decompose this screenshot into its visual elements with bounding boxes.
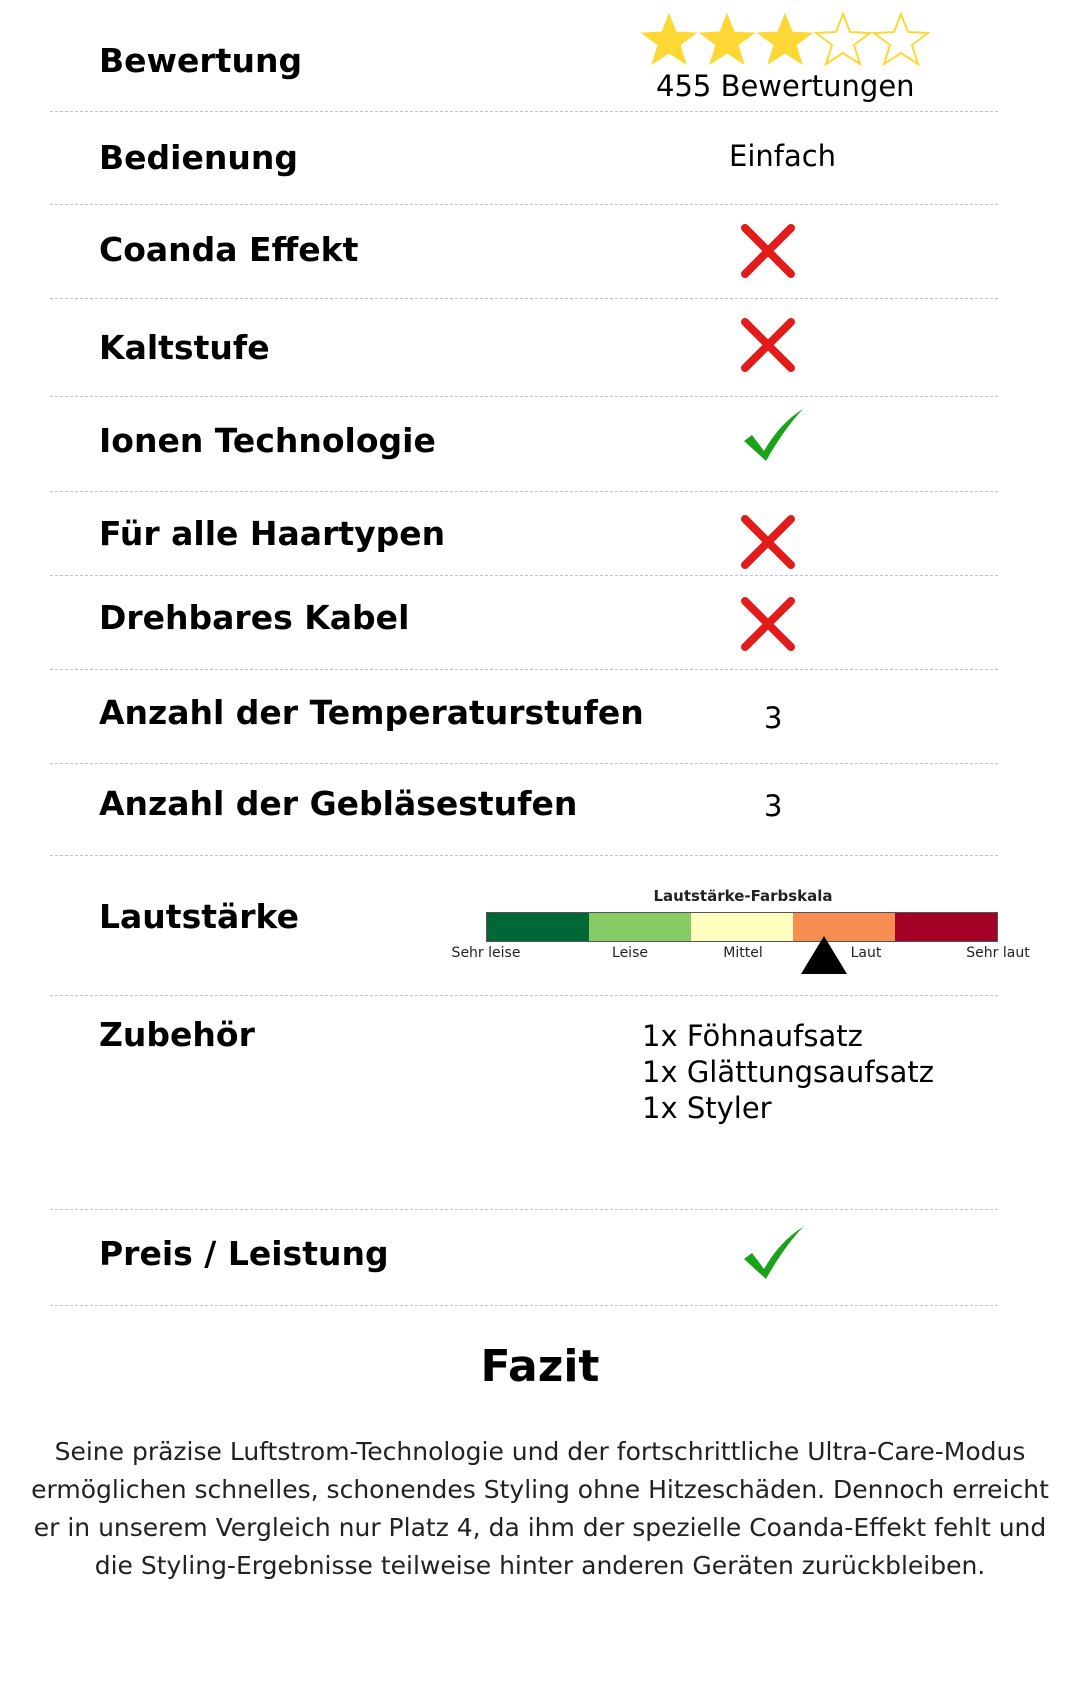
star-filled-icon <box>640 12 698 66</box>
scale-tick-label: Sehr laut <box>966 945 1030 961</box>
fazit-title: Fazit <box>480 1341 600 1392</box>
divider <box>50 1305 998 1306</box>
scale-tick-label: Leise <box>612 945 648 961</box>
operation-label: Bedienung <box>99 138 298 177</box>
rating-label: Bewertung <box>99 41 303 80</box>
rating-stars <box>640 12 930 66</box>
price-label: Preis / Leistung <box>99 1234 389 1273</box>
scale-tick-label: Laut <box>850 945 882 961</box>
star-empty-icon <box>872 12 930 66</box>
accessories-list <box>642 1018 934 1126</box>
accessories-label: Zubehör <box>99 1015 255 1054</box>
temp-value: 3 <box>764 701 783 735</box>
fazit-text: Seine präzise Luftstrom-Technologie und der fortschrittliche Ultra-Care-Modus ermöglichen schnelles, schonendes Styling ohne Hitzeschäden. Dennoch erreicht er in unserem Vergleich nur Platz 4, da ihm der spezielle Coanda-Effekt fehlt und die Styling-Ergebnisse teilweise hinter anderen Geräten zurückbleiben. <box>31 1437 1049 1580</box>
volume-scale-title: Lautstärke-Farbskala <box>653 887 833 905</box>
accessory-item: 1x Föhnaufsatz <box>642 1019 863 1053</box>
star-filled-icon <box>698 12 756 66</box>
cross-icon <box>740 317 796 373</box>
divider <box>50 298 998 299</box>
cable-label: Drehbares Kabel <box>99 598 410 637</box>
volume-color-scale <box>486 912 998 942</box>
accessory-item: 1x Glättungsaufsatz <box>642 1055 934 1089</box>
volume-marker-icon <box>799 934 849 976</box>
cold-label: Kaltstufe <box>99 328 270 367</box>
cross-icon <box>740 596 796 652</box>
divider <box>50 1209 998 1210</box>
star-filled-icon <box>756 12 814 66</box>
scale-segment <box>691 913 793 941</box>
operation-value: Einfach <box>729 139 837 173</box>
divider <box>50 995 998 996</box>
check-icon <box>740 1225 806 1281</box>
accessory-item: 1x Styler <box>642 1091 772 1125</box>
cross-icon <box>740 223 796 279</box>
ion-label: Ionen Technologie <box>99 421 436 460</box>
divider <box>50 396 998 397</box>
scale-segment <box>589 913 691 941</box>
hair-label: Für alle Haartypen <box>99 514 446 553</box>
divider <box>50 111 998 112</box>
divider <box>50 855 998 856</box>
check-icon <box>740 407 806 463</box>
temp-label: Anzahl der Temperaturstufen <box>99 693 644 732</box>
volume-label: Lautstärke <box>99 897 299 936</box>
cross-icon <box>740 514 796 570</box>
fan-value: 3 <box>764 789 783 823</box>
coanda-label: Coanda Effekt <box>99 230 359 269</box>
divider <box>50 669 998 670</box>
scale-segment <box>487 913 589 941</box>
divider <box>50 763 998 764</box>
divider <box>50 575 998 576</box>
divider <box>50 491 998 492</box>
scale-tick-label: Mittel <box>723 945 763 961</box>
divider <box>50 204 998 205</box>
scale-tick-label: Sehr leise <box>451 945 521 961</box>
star-empty-icon <box>814 12 872 66</box>
scale-segment <box>895 913 997 941</box>
fan-label: Anzahl der Gebläsestufen <box>99 784 578 823</box>
rating-count: 455 Bewertungen <box>656 69 915 103</box>
